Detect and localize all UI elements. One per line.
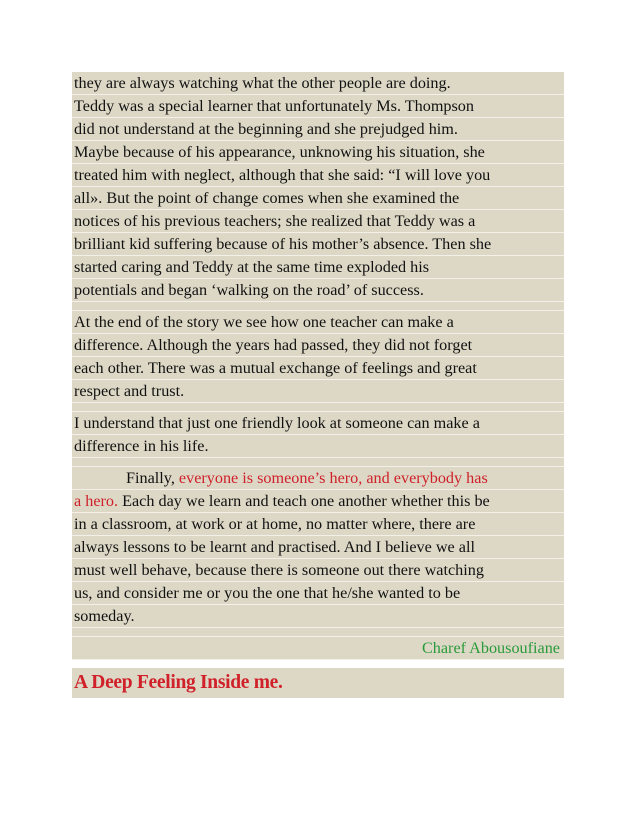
text-line: us, and consider me or you the one that he/she wanted to be <box>72 582 564 605</box>
hero-highlight-end: a hero. <box>74 492 119 510</box>
text-line: difference. Although the years had passed, they did not forget <box>72 334 564 357</box>
text-line: brilliant kid suffering because of his mother’s absence. Then she <box>72 233 564 256</box>
text-segment: Each day we learn and teach one another whether this be <box>118 492 490 510</box>
text-line: must well behave, because there is someone out there watching <box>72 559 564 582</box>
text-line: in a classroom, at work or at home, no matter where, there are <box>72 513 564 536</box>
spacer <box>72 660 564 668</box>
paragraph-2 <box>72 311 564 403</box>
text-line: always lessons to be learnt and practised. And I believe we all <box>72 536 564 559</box>
signature: Charef Abousoufiane <box>72 637 564 660</box>
text-line: difference in his life. <box>72 435 564 458</box>
hero-highlight: everyone is someone’s hero, and everybody has <box>178 469 488 487</box>
text-line: all». But the point of change comes when she examined the <box>72 187 564 210</box>
text-line: someday. <box>72 605 564 628</box>
text-line <box>72 467 564 490</box>
paragraph-1 <box>72 72 564 302</box>
text-line: respect and trust. <box>72 380 564 403</box>
paragraph-spacer <box>72 458 564 467</box>
paragraph-3 <box>72 412 564 458</box>
document-page <box>72 72 564 698</box>
text-line: started caring and Teddy at the same time exploded his <box>72 256 564 279</box>
paragraph-spacer <box>72 302 564 311</box>
text-line: treated him with neglect, although that she said: “I will love you <box>72 164 564 187</box>
text-line: Maybe because of his appearance, unknowing his situation, she <box>72 141 564 164</box>
text-line: they are always watching what the other people are doing. <box>72 72 564 95</box>
section-heading: A Deep Feeling Inside me. <box>72 668 564 698</box>
text-line: I understand that just one friendly look at someone can make a <box>72 412 564 435</box>
text-line: At the end of the story we see how one teacher can make a <box>72 311 564 334</box>
paragraph-spacer <box>72 628 564 637</box>
text-line: potentials and began ‘walking on the road’ of success. <box>72 279 564 302</box>
text-line: did not understand at the beginning and she prejudged him. <box>72 118 564 141</box>
text-line: notices of his previous teachers; she realized that Teddy was a <box>72 210 564 233</box>
text-line: each other. There was a mutual exchange of feelings and great <box>72 357 564 380</box>
text-line: Teddy was a special learner that unfortunately Ms. Thompson <box>72 95 564 118</box>
paragraph-spacer <box>72 403 564 412</box>
text-line <box>72 490 564 513</box>
paragraph-4 <box>72 467 564 628</box>
finally-prefix: Finally, <box>126 469 179 487</box>
